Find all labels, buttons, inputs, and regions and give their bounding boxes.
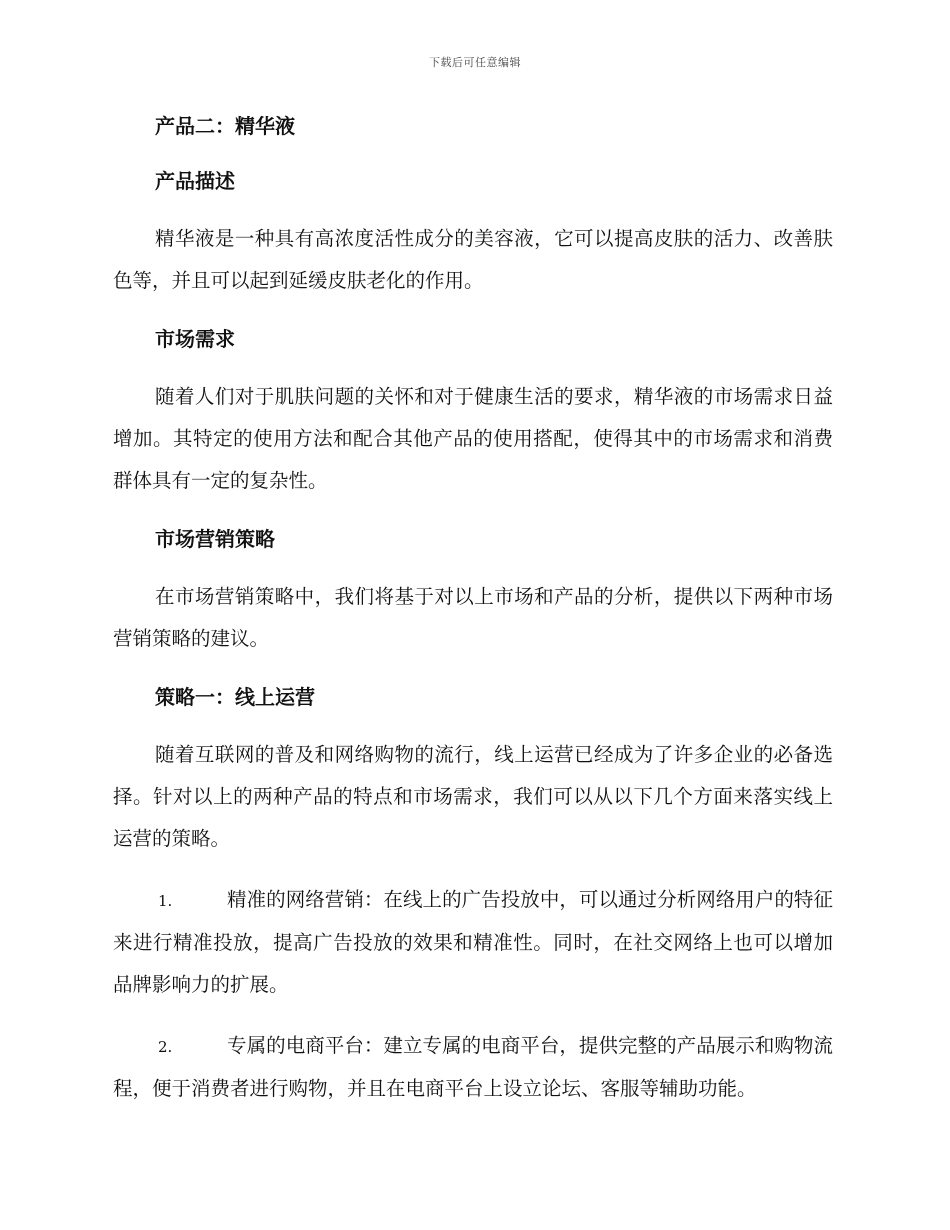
- product-title: 产品二：精华液: [155, 114, 295, 138]
- list-item: [113, 1025, 833, 1110]
- market-demand-text: 随着人们对于肌肤问题的关怀和对于健康生活的要求，精华液的市场需求日益增加。其特定的使用方法和配合其他产品的使用搭配，使得其中的市场需求和消费群体具有一定的复杂性。: [113, 385, 833, 492]
- document-body: [113, 108, 833, 1110]
- product-description-text: 精华液是一种具有高浓度活性成分的美容液，它可以提高皮肤的活力、改善肤色等，并且可以起到延缓皮肤老化的作用。: [113, 227, 833, 292]
- marketing-strategy-text: 在市场营销策略中，我们将基于对以上市场和产品的分析，提供以下两种市场营销策略的建议。: [113, 585, 833, 650]
- market-demand-heading: 市场需求: [155, 327, 235, 351]
- list-item-text: 精准的网络营销：在线上的广告投放中，可以通过分析网络用户的特征来进行精准投放，提高广告投放的效果和精准性。同时，在社交网络上也可以增加品牌影响力的扩展。: [113, 888, 833, 996]
- list-item: [113, 879, 833, 1006]
- header-note: 下载后可任意编辑: [429, 56, 521, 69]
- strategy-one-heading: 策略一：线上运营: [155, 685, 315, 709]
- list-item-number: 2.: [158, 1038, 173, 1056]
- strategy-one-text: 随着互联网的普及和网络购物的流行，线上运营已经成为了许多企业的必备选择。针对以上的两种产品的特点和市场需求，我们可以从以下几个方面来落实线上运营的策略。: [113, 743, 833, 850]
- product-description-heading: 产品描述: [155, 169, 235, 193]
- list-item-number: 1.: [158, 892, 173, 910]
- list-item-text: 专属的电商平台：建立专属的电商平台，提供完整的产品展示和购物流程，便于消费者进行购物，并且在电商平台上设立论坛、客服等辅助功能。: [113, 1034, 833, 1100]
- marketing-strategy-heading: 市场营销策略: [155, 527, 275, 551]
